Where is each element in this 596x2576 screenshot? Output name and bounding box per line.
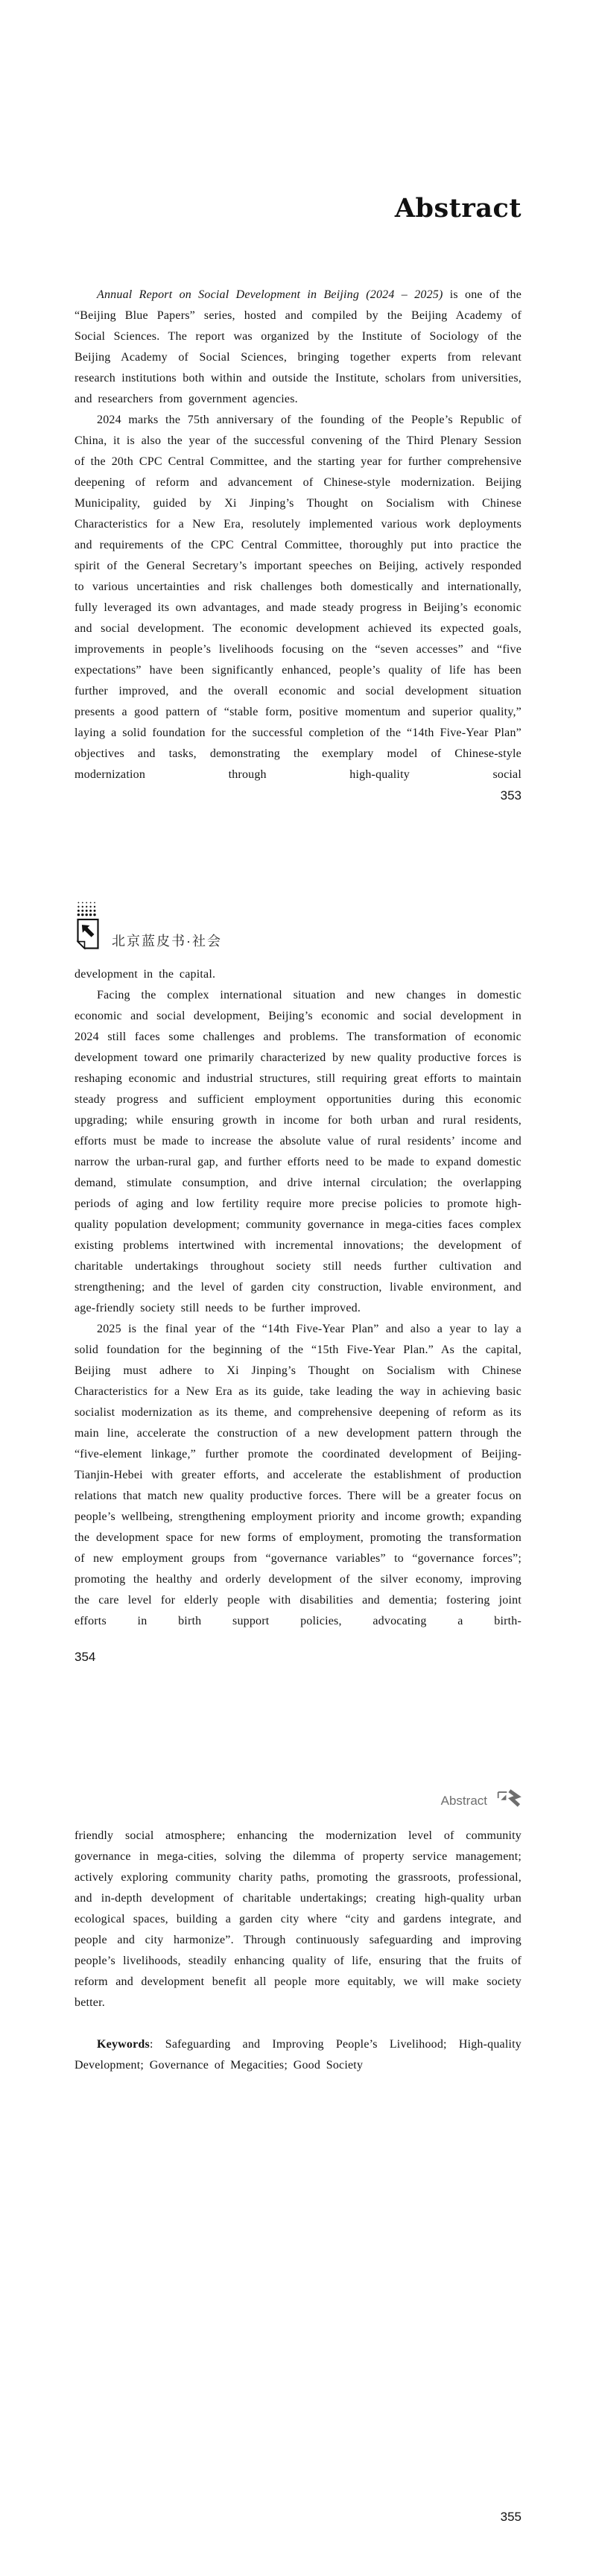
abstract-header-label: Abstract (440, 1793, 487, 1808)
paragraph: 2025 is the final year of the “14th Five-Year Plan” and also a year to lay a solid foundation for the beginning of the “15th Five-Year Plan.” As the capital, Beijing must adhere to Xi Jinping’s Thought on Socialism with Chinese Characteristics for a New Era as its guide, take leading the way in achieving basic socialist modernization as its theme, and comprehensive deepening of reform as its main line, accelerate the construction of a new development pattern through the “five-element linkage,” further promote the coordinated development of Beijing-Tianjin-Hebei with greater efforts, and accelerate the establishment of production relations that match new quality productive forces. There will be a greater focus on people’s wellbeing, strengthening employment priority and income growth; expanding the development space for new forms of employment, promoting the transformation of new employment groups from “governance variables” to “governance forces”; promoting the healthy and orderly development of the silver economy, improving the care level for elderly people with disabilities and dementia; fostering joint efforts in birth support policies, advocating a birth- (74, 1323, 522, 1627)
paragraph: 2024 marks the 75th anniversary of the founding of the People’s Republic of China, it is also the year of the successful convening of the Third Plenary Session of the 20th CPC Central Committee, and the starting year for further comprehensive deepening of reform and advancement of Chinese-style modernization. Beijing Municipality, guided by Xi Jinping’s Thought on Socialism with Chinese Characteristics for a New Era, resolutely implemented various work deployments and requirements of the CPC Central Committee, thoroughly put into practice the spirit of the General Secretary’s important speeches on Beijing, actively responded to various uncertainties and risk challenges both domestically and internationally, fully leveraged its own advantages, and made steady progress in Beijing’s economic and social development. The economic development achieved its expected goals, improvements in people’s livelihoods focusing on the “seven accesses” and “five expectations” have been significantly enhanced, people’s quality of life has been further improved, and the overall economic and social development situation presents a good pattern of “stable form, positive momentum and superior quality,” laying a solid foundation for the successful completion of the “14th Five-Year Plan” objectives and tasks, demonstrating the exemplary model of Chinese-style modernization through high-quality social (74, 414, 522, 781)
keywords-line (74, 2034, 522, 2076)
page-number: 353 (500, 788, 522, 803)
page1-body (74, 285, 522, 785)
report-title-italic: Annual Report on Social Development in Beijing (2024 – 2025) (97, 288, 443, 301)
paragraph (74, 285, 522, 410)
paragraph: Facing the complex international situation and new changes in domestic economic and social development, Beijing’s economic and social development in 2024 still faces some challenges and problems. The transformation of economic development toward one primarily characterized by new quality productive forces is reshaping economic and industrial structures, still requiring great efforts to maintain steady progress and sufficient employment opportunities during this economic upgrading; while ensuring growth in income for both urban and rural residents, efforts must be made to increase the absolute value of rural residents’ income and narrow the urban-rural gap, and further efforts need to be made to expand domestic demand, stimulate consumption, and drive internal circulation; the overlapping periods of aging and low fertility require more precise policies to promote high-quality population development; community governance in mega-cities faces complex existing problems intertwined with incremental innovations; the development of charitable undertakings throughout society still needs further cultivation and strengthening; and the level of garden city construction, livable environment, and age-friendly society still needs to be further improved. (74, 989, 522, 1314)
page-number: 354 (74, 1650, 96, 1664)
keywords-label: Keywords (97, 2038, 150, 2051)
paragraph-text: is one of the “Beijing Blue Papers” series, hosted and compiled by the Beijing Academy of Social Sciences. The report was organized by the Institute of Sociology of the Beijing Academy of Social Sciences, bringing together experts from relevant research institutions both within and outside the Institute, scholars from universities, and researchers from government agencies. (74, 288, 522, 405)
keywords-text: : Safeguarding and Improving People’s Livelihood; High-quality Development; Governance of Megacities; Good Society (74, 2038, 522, 2072)
page2-body (74, 964, 522, 1632)
running-header-verso (74, 899, 222, 956)
running-header-recto (441, 1788, 522, 1813)
continuation-fragment: development in the capital. (74, 968, 216, 981)
page-title: Abstract (394, 193, 522, 224)
series-title-label: 北京蓝皮书·社会 (112, 934, 222, 949)
blue-book-logo-icon (74, 899, 101, 956)
continuation-fragment: friendly social atmosphere; enhancing the modernization level of community governance in mega-cities, solving the dilemma of property service management; actively exploring community charity paths, promoting the grassroots, professional, and in-depth development of charitable undertakings; creating high-quality urban ecological spaces, building a garden city where “city and gardens integrate, and people and city harmonize”. Through continuously safeguarding and improving people’s livelihoods, steadily enhancing quality of life, ensuring that the fruits of reform and development benefit all people more equitably, we will make society better. (74, 1829, 522, 2009)
page-number: 355 (500, 2510, 522, 2524)
page3-body (74, 1826, 522, 2076)
section-marker-arrow-icon (496, 1788, 522, 1813)
